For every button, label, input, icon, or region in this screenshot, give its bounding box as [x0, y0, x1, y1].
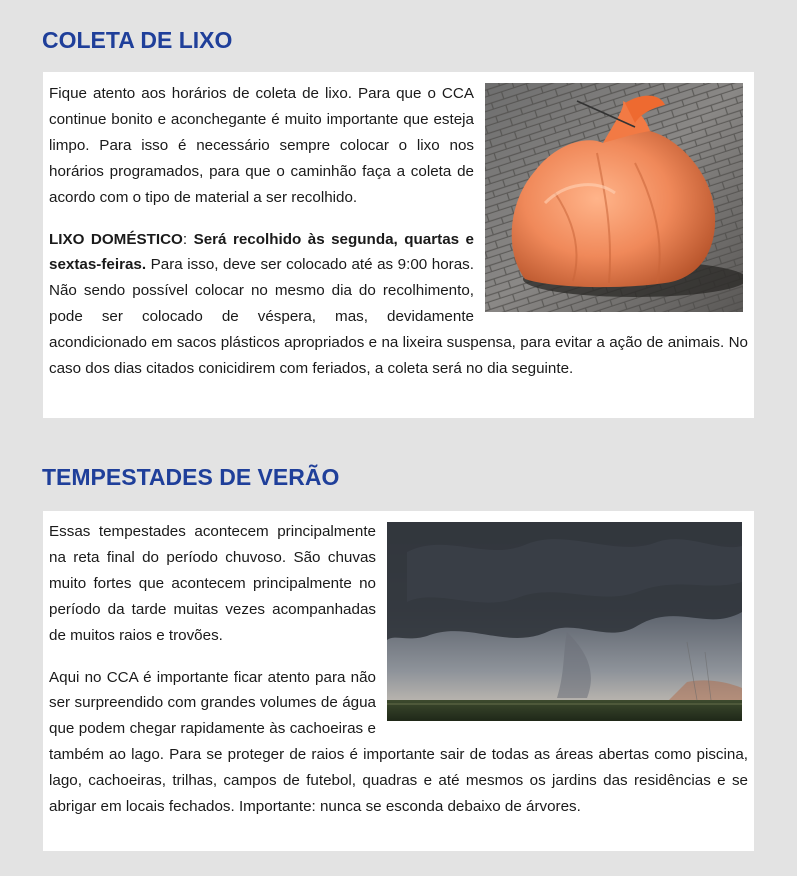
paragraph-collection-schedule: Fique atento aos horários de coleta de lixo. Para que o CCA continue bonito e aconchegante é muito importante que esteja limpo. Para isso é necessário sempre colocar o lixo nos horários programados, para que o caminhão faça a coleta de acordo com o tipo de material a ser recolhido. — [49, 85, 474, 206]
section-card-tempestades-de-verao — [43, 511, 754, 851]
collection-days: Será recolhido às segunda, quartas e sextas-feiras. — [49, 230, 474, 274]
label-domestic-waste: LIXO DOMÉSTICO — [49, 230, 183, 248]
label-separator: : — [182, 230, 194, 248]
section-card-coleta-de-lixo — [43, 72, 754, 418]
domestic-waste-details: Para isso, deve ser colocado até as 9:00 horas. Não sendo possível colocar no mesmo dia do recolhimento, pode ser colocado de véspera, mas, devidamente acondicionado em sacos plásticos apropriados e na lixeira suspensa, para evitar a ação de animais. No caso dos dias citados conicidirem com feriados, a coleta será no dia seguinte. — [49, 256, 748, 378]
garbage-bag-photo — [485, 83, 743, 312]
paragraph-storms-description: Essas tempestades acontecem principalmente na reta final do período chuvoso. São chuvas muito fortes que acontecem principalmente no período da tarde muitas vezes acompanhadas de muitos raios e trovões. — [49, 523, 376, 644]
paragraph-storm-safety: Aqui no CCA é importante ficar atento para não ser surpreendido com grandes volumes de água que podem chegar rapidamente às cachoeiras e também ao lago. Para se proteger de raios é importante sair de todas as áreas abertas como piscina, lago, cachoeiras, trilhas, campos de futebol, quadras e até mesmos os jardins das residências e se abrigar em locais fechados. Importante: nunca se esconda debaixo de árvores. — [49, 668, 748, 816]
section-title-coleta-de-lixo: COLETA DE LIXO — [42, 27, 233, 53]
section-title-tempestades-de-verao: TEMPESTADES DE VERÃO — [42, 464, 340, 490]
storm-clouds-photo — [387, 522, 742, 721]
